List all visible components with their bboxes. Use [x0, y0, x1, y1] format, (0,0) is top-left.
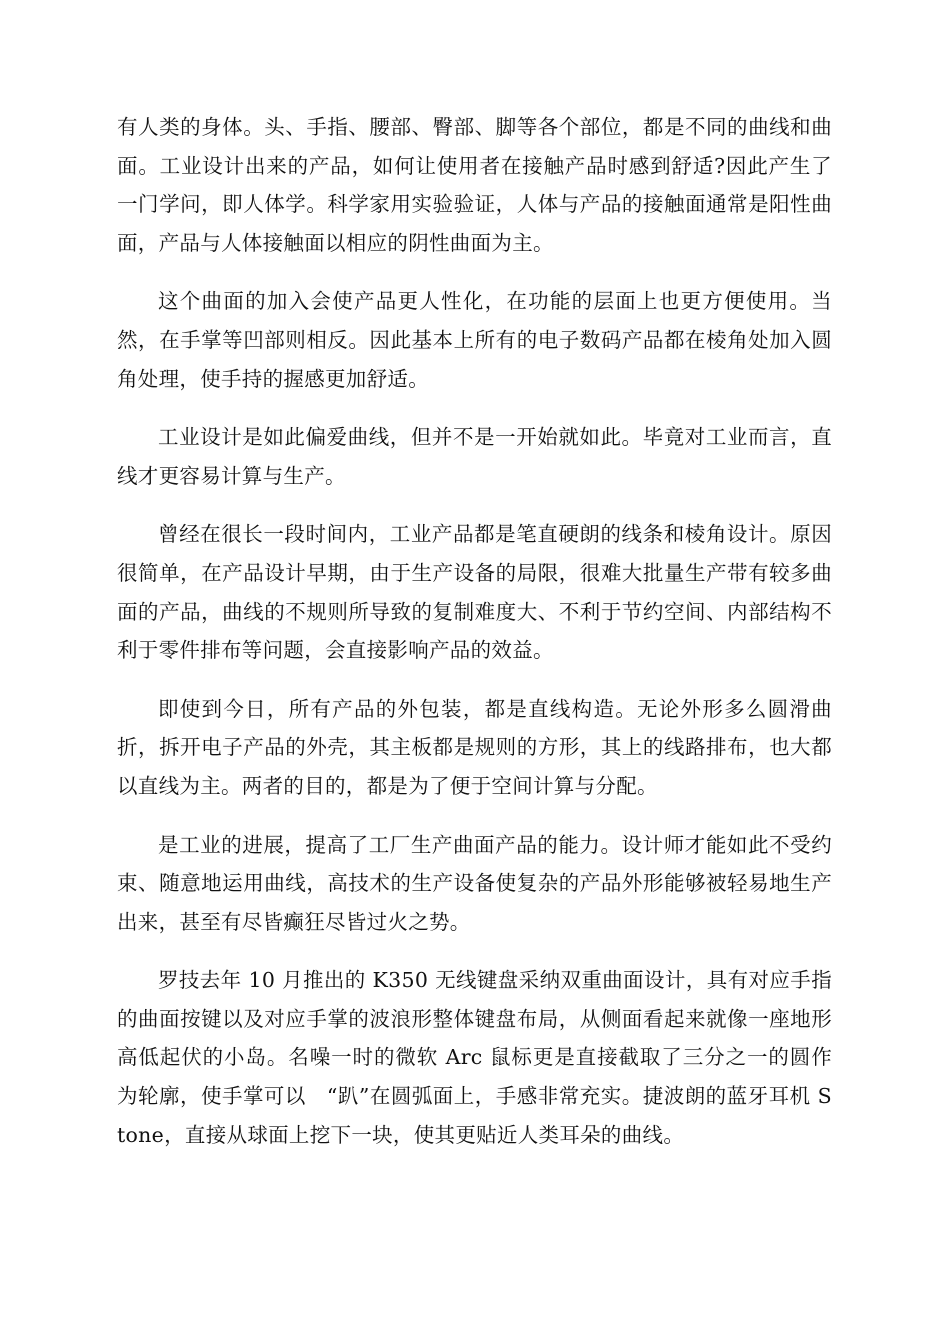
paragraph-7: 罗技去年 10 月推出的 K350 无线键盘采纳双重曲面设计，具有对应手指的曲面按键以及对应手掌的波浪形整体键盘布局，从侧面看起来就像一座地形高低起伏的小岛。名噪一时的微软 Arc 鼠标更是直接截取了三分之一的圆作为轮廓，使手掌可以 “趴”在圆弧面上，手感非常充实。捷波朗的蓝牙耳机 Stone，直接从球面上挖下一块，使其更贴近人类耳朵的曲线。	[117, 968, 832, 1147]
paragraph-2: 这个曲面的加入会使产品更人性化，在功能的层面上也更方便使用。当然，在手掌等凹部则相反。因此基本上所有的电子数码产品都在棱角处加入圆角处理，使手持的握感更加舒适。	[117, 289, 832, 391]
paragraph-3: 工业设计是如此偏爱曲线，但并不是一开始就如此。毕竟对工业而言，直线才更容易计算与生产。	[117, 425, 832, 488]
paragraph-5: 即使到今日，所有产品的外包装，都是直线构造。无论外形多么圆滑曲折，拆开电子产品的外壳，其主板都是规则的方形，其上的线路排布，也大都以直线为主。两者的目的，都是为了便于空间计算与分配。	[117, 696, 832, 798]
paragraph-1: 有人类的身体。头、手指、腰部、臀部、脚等各个部位，都是不同的曲线和曲面。工业设计出来的产品，如何让使用者在接触产品时感到舒适?因此产生了一门学问，即人体学。科学家用实验验证，人体与产品的接触面通常是阳性曲面，产品与人体接触面以相应的阴性曲面为主。	[117, 115, 832, 255]
paragraph-4: 曾经在很长一段时间内，工业产品都是笔直硬朗的线条和棱角设计。原因很简单，在产品设计早期，由于生产设备的局限，很难大批量生产带有较多曲面的产品，曲线的不规则所导致的复制难度大、不利于节约空间、内部结构不利于零件排布等问题，会直接影响产品的效益。	[117, 522, 832, 663]
paragraph-6: 是工业的进展，提高了工厂生产曲面产品的能力。设计师才能如此不受约束、随意地运用曲线，高技术的生产设备使复杂的产品外形能够被轻易地生产出来，甚至有尽皆癫狂尽皆过火之势。	[117, 832, 832, 934]
